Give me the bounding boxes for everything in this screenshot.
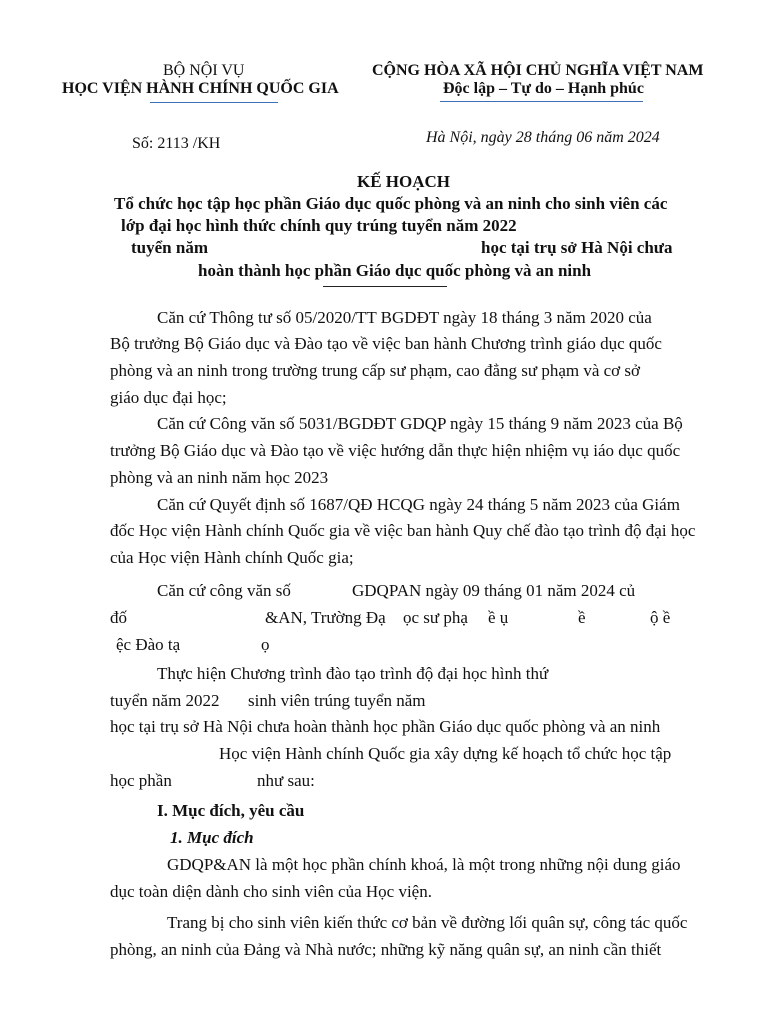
- title-subline-3a: tuyển năm: [131, 238, 208, 257]
- para-5-line-4: Học viện Hành chính Quốc gia xây dựng kế hoạch tổ chức học tập: [219, 744, 672, 763]
- para-2-line-2: trưởng Bộ Giáo dục và Đào tạo về việc hướng dẫn thực hiện nhiệm vụ iáo dục quốc: [110, 441, 681, 460]
- place-date: Hà Nội, ngày 28 tháng 06 năm 2024: [426, 129, 660, 146]
- section-1-heading: I. Mục đích, yêu cầu: [157, 801, 305, 820]
- para-1-line-1: Căn cứ Thông tư số 05/2020/TT BGDĐT ngày 18 tháng 3 năm 2020 của: [157, 308, 652, 327]
- country-name: CỘNG HÒA XÃ HỘI CHỦ NGHĨA VIỆT NAM: [372, 62, 704, 79]
- para-5-line-2a: tuyển năm 2022: [110, 691, 220, 710]
- section-1-1-heading: 1. Mục đích: [170, 828, 254, 847]
- para-1-line-2: Bộ trưởng Bộ Giáo dục và Đào tạo về việc ban hành Chương trình giáo dục quốc: [110, 334, 662, 353]
- para-4-line-1b: GDQPAN ngày 09 tháng 01 năm 2024 củ: [352, 581, 636, 600]
- para-5-line-1: Thực hiện Chương trình đào tạo trình độ đại học hình thứ: [157, 664, 549, 683]
- para-3-line-3: của Học viện Hành chính Quốc gia;: [110, 548, 354, 567]
- document-title: KẾ HOẠCH: [357, 172, 451, 191]
- para-4-line-2d: ề ụ: [488, 608, 509, 627]
- para-4-line-1a: Căn cứ công văn số: [157, 581, 291, 600]
- para-4-line-2e: ề: [578, 608, 586, 627]
- para-4-line-3a: ệc Đào tạ: [116, 635, 181, 654]
- para-5-line-3: học tại trụ sở Hà Nội chưa hoàn thành học phần Giáo dục quốc phòng và an ninh: [110, 717, 661, 736]
- title-underline: [323, 286, 447, 287]
- para-6-line-1: GDQP&AN là một học phần chính khoá, là một trong những nội dung giáo: [167, 855, 681, 874]
- para-4-line-2a: đố: [110, 608, 127, 627]
- para-4-line-2c: ọc sư phạ: [403, 608, 468, 627]
- title-subline-4: hoàn thành học phần Giáo dục quốc phòng và an ninh: [198, 261, 592, 280]
- para-5-line-5b: như sau:: [257, 771, 315, 790]
- title-subline-1: Tổ chức học tập học phần Giáo dục quốc phòng và an ninh cho sinh viên các: [114, 194, 668, 213]
- para-1-line-3: phòng và an ninh trong trường trung cấp sư phạm, cao đẳng sư phạm và cơ sở: [110, 361, 641, 380]
- para-4-line-3b: ọ: [261, 635, 270, 654]
- para-7-line-2: phòng, an ninh của Đảng và Nhà nước; những kỹ năng quân sự, an ninh cần thiết: [110, 940, 662, 959]
- country-motto: Độc lập – Tự do – Hạnh phúc: [443, 80, 644, 97]
- motto-underline: [440, 101, 643, 102]
- para-4-line-2b: &AN, Trường Đạ: [265, 608, 386, 627]
- para-6-line-2: dục toàn diện dành cho sinh viên của Học viện.: [110, 882, 432, 901]
- institution-name: HỌC VIỆN HÀNH CHÍNH QUỐC GIA: [62, 80, 339, 97]
- para-3-line-1: Căn cứ Quyết định số 1687/QĐ HCQG ngày 24 tháng 5 năm 2023 của Giám: [157, 495, 680, 514]
- para-3-line-2: đốc Học viện Hành chính Quốc gia về việc ban hành Quy chế đào tạo trình độ đại học: [110, 521, 696, 540]
- para-5-line-5a: học phần: [110, 771, 172, 790]
- ministry-name: BỘ NỘI VỤ: [163, 62, 245, 79]
- document-number: Số: 2113 /KH: [132, 135, 221, 152]
- para-5-line-2b: sinh viên trúng tuyển năm: [248, 691, 426, 710]
- para-7-line-1: Trang bị cho sinh viên kiến thức cơ bản về đường lối quân sự, công tác quốc: [167, 913, 688, 932]
- para-2-line-3: phòng và an ninh năm học 2023: [110, 468, 329, 487]
- para-4-line-2f: ộ ề: [650, 608, 671, 627]
- para-2-line-1: Căn cứ Công văn số 5031/BGDĐT GDQP ngày 15 tháng 9 năm 2023 của Bộ: [157, 414, 683, 433]
- institution-underline: [150, 102, 278, 103]
- title-subline-2: lớp đại học hình thức chính quy trúng tuyển năm 2022: [121, 216, 517, 235]
- title-subline-3b: học tại trụ sở Hà Nội chưa: [481, 238, 673, 257]
- para-1-line-4: giáo dục đại học;: [110, 388, 227, 407]
